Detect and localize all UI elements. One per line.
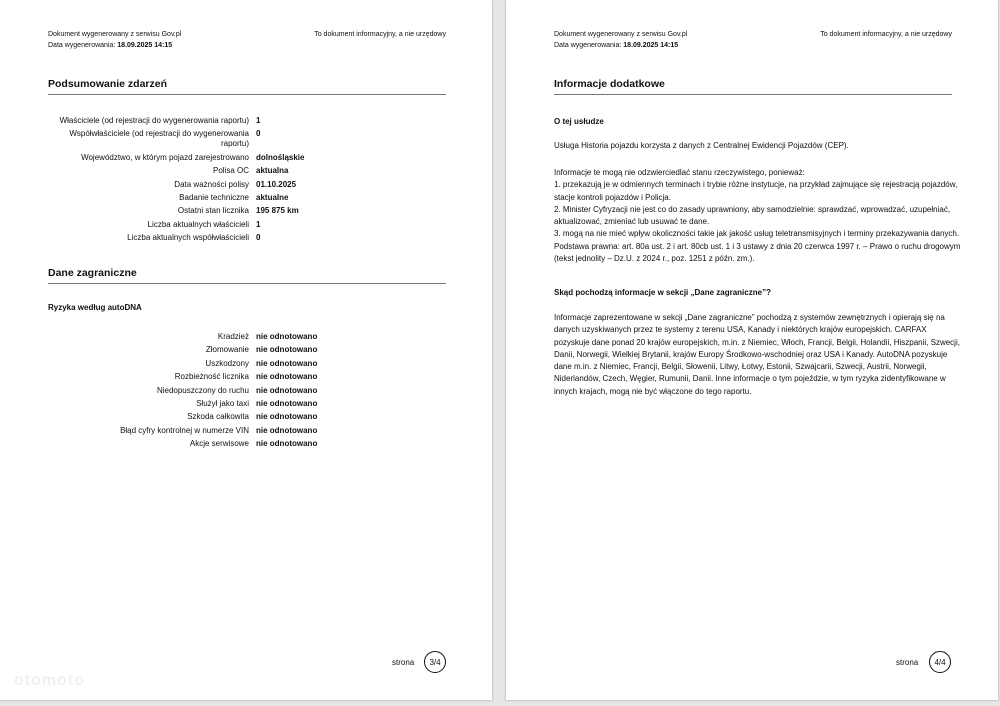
- risk-value: nie odnotowano: [256, 372, 318, 382]
- page-header-source: [48, 29, 181, 51]
- header-date: [48, 40, 181, 51]
- summary-label: Polisa OC: [212, 166, 249, 176]
- summary-label: Współwłaściciele (od rejestracji do wygenerowania raportu): [69, 129, 249, 149]
- risk-label: Złomowanie: [205, 345, 249, 355]
- risk-table: [48, 332, 448, 453]
- header-source-text: Dokument wygenerowany z serwisu Gov.pl: [554, 31, 688, 38]
- risk-value: nie odnotowano: [256, 439, 318, 449]
- risk-row: [48, 399, 448, 409]
- risk-value: nie odnotowano: [256, 425, 318, 435]
- header-date-value: 18.09.2025 14:15: [117, 42, 173, 49]
- summary-row: [48, 116, 448, 126]
- summary-row: [48, 153, 448, 163]
- risk-label: Uszkodzony: [205, 358, 249, 368]
- risk-label: Niedopuszczony do ruchu: [156, 385, 249, 395]
- foreign-section-title: Dane zagraniczne: [48, 267, 446, 284]
- additional-section-title: Informacje dodatkowe: [554, 78, 952, 95]
- summary-value: aktualna: [256, 166, 289, 176]
- source-text: Informacje zaprezentowane w sekcji „Dane zagraniczne” pochodzą z systemów zewnętrznych i opierają się na danych uzyskiwanych przez te systemy z terenu USA, Kanady i niektórych krajów europejskich. CARFAX pozyskuje dane ponad 20 krajów europejskich, m.in. z Niemiec, Włoch, Francji, Belgii, Holandii, Hiszpanii, Szwecji, Danii, Norwegii, Wielkiej Brytanii, krajów Europy Środkowo-wschodniej oraz USA i Kanady. AutoDNA pozyskuje dane m.in. z Niemiec, Francji, Belgii, Słowenii, Litwy, Łotwy, Estonii, Szwajcarii, Szwecji, Austrii, Norwegii, Niderlandów, Czech, Węgier, Rumunii, Danii. Inne informacje o tym pojeździe, w tym ryzyka zidentyfikowane w innych krajach, mogą nie być włączone do tego raportu.: [554, 313, 960, 396]
- disclaimer-line: 3. mogą na nie mieć wpływ okoliczności takie jak jakość usług teletransmisyjnych i terminy przekazywania danych.: [554, 229, 960, 239]
- document-page-4: [506, 0, 998, 700]
- summary-label: Województwo, w którym pojazd zarejestrowano: [81, 152, 249, 162]
- risk-label: Służył jako taxi: [196, 398, 249, 408]
- page-header-source: [554, 29, 687, 51]
- risk-value: nie odnotowano: [256, 385, 318, 395]
- risk-label: Akcje serwisowe: [189, 439, 249, 449]
- page-label: strona: [392, 658, 415, 667]
- summary-row: [48, 129, 448, 149]
- watermark-logo: otomoto: [14, 672, 85, 689]
- summary-label: Liczba aktualnych właścicieli: [147, 219, 249, 229]
- disclaimer-line: 2. Minister Cyfryzacji nie jest co do zasady uprawniony, aby samodzielnie: sprawdzać, wprowadzać, uzupełniać, aktualizować, zmieniać lub usuwać te dane.: [554, 204, 951, 227]
- source-paragraph: [554, 312, 964, 398]
- summary-row: [48, 206, 448, 216]
- risk-row: [48, 345, 448, 355]
- legal-basis-line: Podstawa prawna: art. 80a ust. 2 i art. 80cb ust. 1 i 3 ustawy z dnia 20 czerwca 1997 r. – Prawo o ruchu drogowym (tekst jednolity – Dz.U. z 2024 r., poz. 1251 z późn. zm.).: [554, 241, 961, 264]
- risk-value: nie odnotowano: [256, 412, 318, 422]
- summary-value: aktualne: [256, 192, 289, 202]
- header-source-text: Dokument wygenerowany z serwisu Gov.pl: [48, 31, 182, 38]
- summary-label: Data ważności polisy: [174, 179, 249, 189]
- summary-value: 1: [256, 116, 261, 125]
- risk-label: Rozbieżność licznika: [174, 372, 249, 382]
- summary-row: [48, 166, 448, 176]
- header-note: To dokument informacyjny, a nie urzędowy: [314, 31, 446, 38]
- summary-row: [48, 220, 448, 230]
- risk-row: [48, 439, 448, 449]
- summary-row: [48, 180, 448, 190]
- summary-value: dolnośląskie: [256, 152, 305, 162]
- summary-row: [48, 233, 448, 243]
- page-label: strona: [896, 658, 919, 667]
- about-subheading: O tej usłudze: [554, 117, 604, 126]
- summary-label: Właściciele (od rejestracji do wygenerowania raportu): [59, 116, 249, 125]
- header-date-label: Data wygenerowania:: [554, 42, 622, 49]
- summary-row: [48, 193, 448, 203]
- source-subheading: Skąd pochodzą informacje w sekcji „Dane zagraniczne”?: [554, 288, 771, 297]
- risk-label: Kradzież: [217, 332, 249, 341]
- page-number-badge: 3/4: [424, 651, 446, 673]
- risk-value: nie odnotowano: [256, 398, 318, 408]
- risk-row: [48, 412, 448, 422]
- risk-row: [48, 359, 448, 369]
- risk-label: Szkoda całkowita: [187, 412, 249, 422]
- risk-row: [48, 332, 448, 342]
- header-date: [554, 40, 687, 51]
- disclaimer-block: [554, 167, 964, 265]
- risk-row: [48, 372, 448, 382]
- document-page-3: [0, 0, 492, 700]
- risk-value: nie odnotowano: [256, 332, 318, 341]
- header-date-label: Data wygenerowania:: [48, 42, 116, 49]
- summary-section-title: Podsumowanie zdarzeń: [48, 78, 446, 95]
- header-date-value: 18.09.2025 14:15: [623, 42, 679, 49]
- summary-table: [48, 116, 448, 247]
- risk-value: nie odnotowano: [256, 345, 318, 355]
- risk-row: [48, 386, 448, 396]
- risk-subheading: Ryzyka według autoDNA: [48, 303, 142, 312]
- summary-value: 0: [256, 233, 261, 243]
- summary-label: Ostatni stan licznika: [177, 206, 249, 216]
- summary-value: 0: [256, 129, 261, 139]
- summary-value: 1: [256, 219, 261, 229]
- risk-row: [48, 426, 448, 436]
- risk-value: nie odnotowano: [256, 358, 318, 368]
- summary-label: Badanie techniczne: [179, 192, 249, 202]
- about-paragraph: [554, 140, 964, 152]
- summary-value: 01.10.2025: [256, 179, 297, 189]
- about-text: Usługa Historia pojazdu korzysta z danych z Centralnej Ewidencji Pojazdów (CEP).: [554, 141, 849, 150]
- summary-label: Liczba aktualnych współwłaścicieli: [127, 233, 249, 243]
- risk-label: Błąd cyfry kontrolnej w numerze VIN: [120, 425, 249, 435]
- disclaimer-line: 1. przekazują je w odmiennych terminach i trybie różne instytucje, na przykład zajmujące się rejestracją pojazdów, stacje kontroli pojazdów i Policja.: [554, 180, 958, 202]
- header-note: To dokument informacyjny, a nie urzędowy: [820, 31, 952, 38]
- disclaimer-line: Informacje te mogą nie odzwierciedlać stanu rzeczywistego, ponieważ:: [554, 168, 805, 177]
- summary-value: 195 875 km: [256, 206, 299, 216]
- page-number-badge: 4/4: [929, 651, 951, 673]
